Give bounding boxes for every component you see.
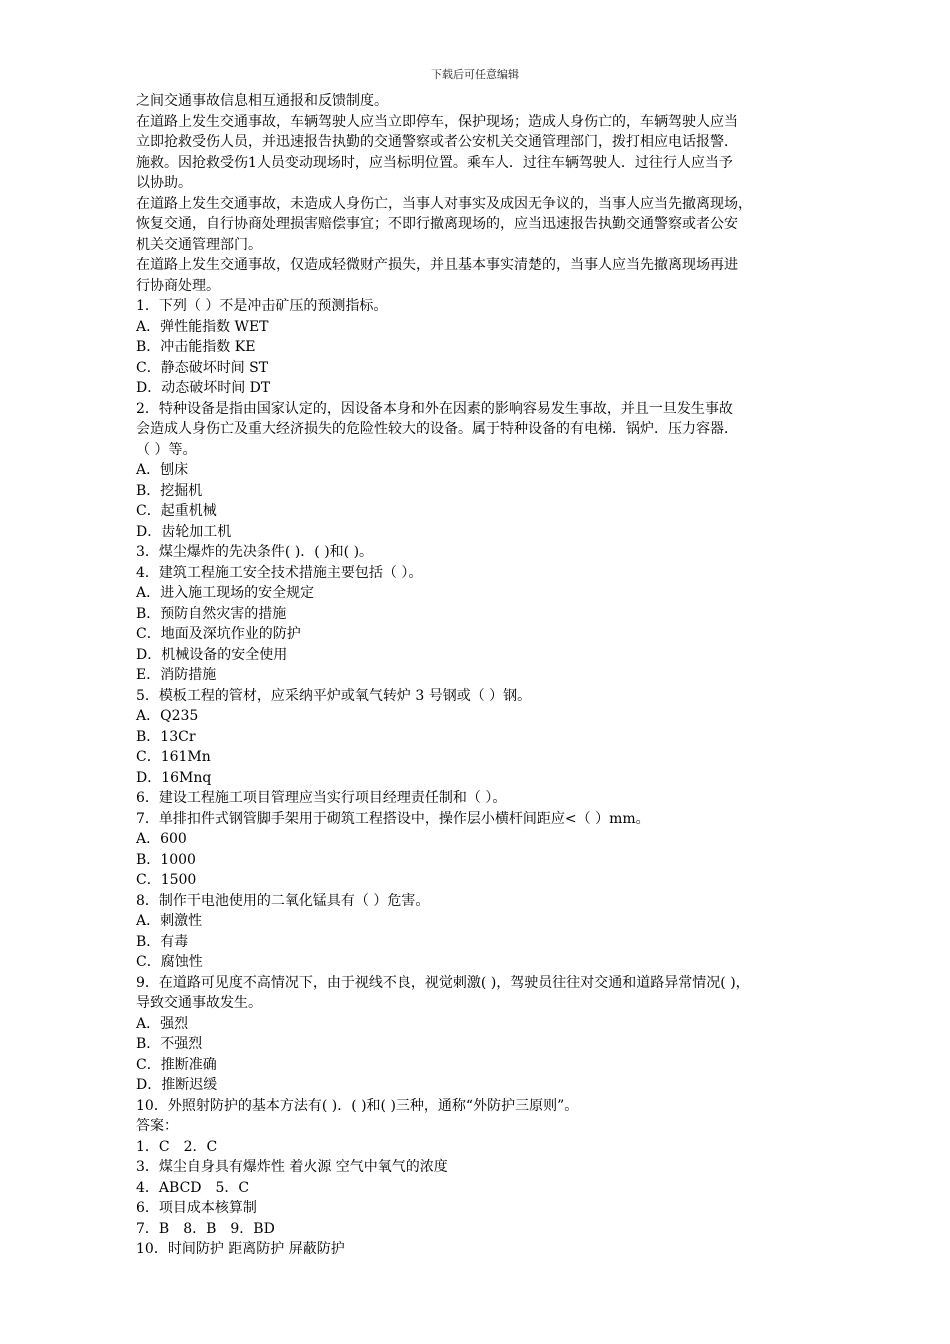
text-line: E．消防措施 [136,667,217,683]
text-line: A．刨床 [136,462,189,478]
text-line: A．刺激性 [136,913,203,929]
text-line: 机关交通管理部门。 [136,236,262,253]
text-line: 8．制作干电池使用的二氧化锰具有（ ）危害。 [136,892,430,909]
text-line: C．161Mn [136,749,211,765]
text-line: B．预防自然灾害的措施 [136,605,287,622]
text-line: 答案： [136,1118,178,1134]
text-line: A．进入施工现场的安全规定 [136,585,315,601]
text-line: 在道路上发生交通事故，未造成人身伤亡，当事人对事实及成因无争议的，当事人应当先撤离现场， [136,195,752,212]
text-line: 行协商处理。 [136,277,220,294]
text-line: 之间交通事故信息相互通报和反馈制度。 [136,93,388,109]
text-line: C．推断准确 [136,1056,217,1073]
text-line: D．16Mnq [136,769,212,786]
text-line: 10．时间防护 距离防护 屏蔽防护 [136,1241,345,1257]
text-line: 9．在道路可见度不高情况下，由于视线不良，视觉刺激( )，驾驶员往往对交通和道路异常情况( )， [136,974,750,991]
text-line: B．13Cr [136,728,196,745]
text-line: 1．下列（ ）不是冲击矿压的预测指标。 [136,298,388,314]
text-line: B．有毒 [136,933,189,950]
text-line: 4．建筑工程施工安全技术措施主要包括（ ）。 [136,564,423,581]
text-line: D．推断迟缓 [136,1077,218,1093]
text-line: 导致交通事故发生。 [136,995,262,1011]
text-line: 5．模板工程的管材，应采纳平炉或氧气转炉 3 号钢或（ ）钢。 [136,687,532,704]
text-line: 6．建设工程施工项目管理应当实行项目经理责任制和（ ）。 [136,790,507,806]
text-line: C．腐蚀性 [136,954,203,970]
text-line: 施救。因抢救受伤1人员变动现场时，应当标明位置。乘车人．过往车辆驾驶人．过往行人应当予 [136,154,733,171]
text-line: A．弹性能指数 WET [136,318,269,335]
text-line: A．强烈 [136,1015,189,1032]
text-line: 1．C 2．C [136,1138,218,1155]
text-line: C．地面及深坑作业的防护 [136,626,301,642]
text-line: A．600 [136,831,187,847]
text-line: 6．项目成本核算制 [136,1200,257,1216]
text-line: （ ）等。 [136,441,197,458]
text-line: 4．ABCD 5．C [136,1179,250,1196]
text-line: 恢复交通，自行协商处理损害赔偿事宜；不即行撤离现场的，应当迅速报告执勤交通警察或者公安 [136,216,738,232]
text-line: 3．煤尘自身具有爆炸性 着火源 空气中氧气的浓度 [136,1159,448,1175]
text-line: 7．单排扣件式钢管脚手架用于砌筑工程搭设中，操作层小横杆间距应<（ ）mm。 [136,810,650,827]
text-line: 在道路上发生交通事故，仅造成轻微财产损失，并且基本事实清楚的，当事人应当先撤离现场再进 [136,257,738,273]
text-line: D．动态破坏时间 DT [136,380,271,396]
text-line: D．机械设备的安全使用 [136,646,288,663]
text-line: B．不强烈 [136,1036,203,1052]
text-line: 会造成人身伤亡及重大经济损失的危险性较大的设备。属于特种设备的有电梯．锅炉．压力容器． [136,421,738,437]
text-line: B．冲击能指数 KE [136,339,256,355]
text-line: 在道路上发生交通事故，车辆驾驶人应当立即停车，保护现场；造成人身伤亡的，车辆驾驶人应当 [136,113,738,130]
text-line: B．挖掘机 [136,482,203,499]
text-line: C．1500 [136,872,197,888]
text-line: 7．B 8．B 9．BD [136,1220,275,1237]
text-line: 以协助。 [136,175,192,191]
text-line: 3．煤尘爆炸的先决条件( )．( )和( )。 [136,544,374,560]
document-body [136,91,864,1260]
text-line: 立即抢救受伤人员，并迅速报告执勤的交通警察或者公安机关交通管理部门，拨打相应电话报警． [136,134,738,150]
text-line: 2．特种设备是指由国家认定的，因设备本身和外在因素的影响容易发生事故，并且一旦发生事故 [136,400,733,417]
text-line: A．Q235 [136,708,199,724]
text-line: C．静态破坏时间 ST [136,359,269,376]
text-line: B．1000 [136,851,196,868]
text-line: 10．外照射防护的基本方法有( )．( )和( )三种，通称“外防护三原则”。 [136,1097,579,1114]
page-header: 下载后可任意编辑 [431,68,519,81]
text-line: D．齿轮加工机 [136,523,232,540]
text-line: C．起重机械 [136,503,217,519]
